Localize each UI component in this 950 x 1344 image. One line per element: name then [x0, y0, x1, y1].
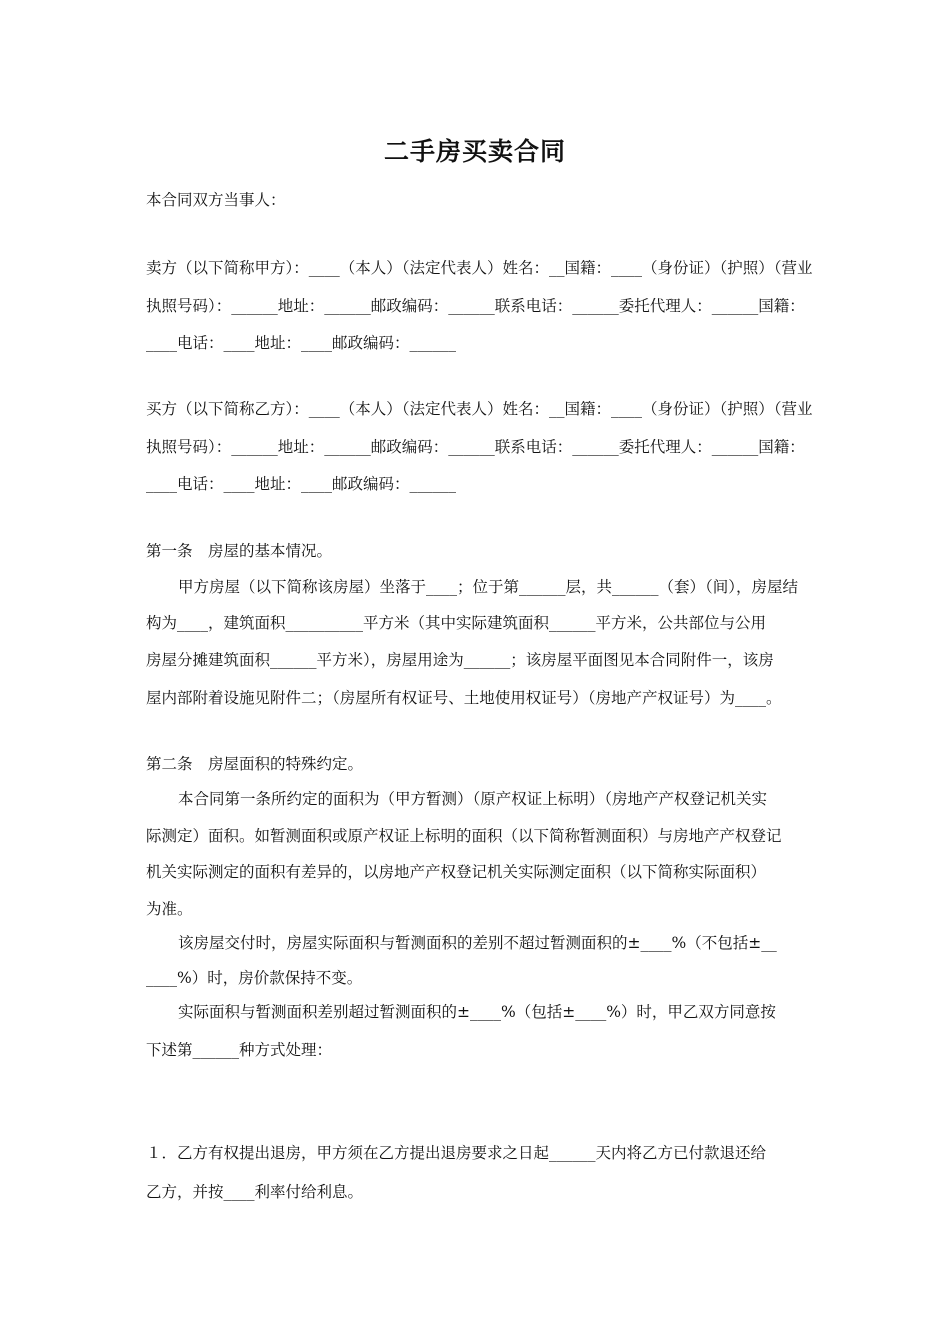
article2-para1-line-2: 际测定）面积。如暂测面积或原产权证上标明的面积（以下简称暂测面积）与房地产产权登记 — [146, 827, 782, 845]
article2-para2-line-1: 该房屋交付时，房屋实际面积与暂测面积的差别不超过暂测面积的±____%（不包括±__ — [178, 934, 777, 952]
article1-line-1: 甲方房屋（以下简称该房屋）坐落于____；位于第______层，共______（套）（间），房屋结 — [178, 578, 799, 596]
article2-para1-line-3: 机关实际测定的面积有差异的，以房地产产权登记机关实际测定面积（以下简称实际面积） — [146, 863, 767, 881]
buyer-line-1: 买方（以下简称乙方）：____（本人）（法定代表人）姓名：__国籍：____（身份证）（护照）（营业 — [146, 400, 813, 418]
parties-intro: 本合同双方当事人： — [146, 191, 286, 209]
article2-para1-line-4: 为准。 — [146, 900, 193, 918]
document-title: 二手房买卖合同 — [383, 137, 566, 166]
seller-line-3: ____电话：____地址：____邮政编码：______ — [146, 334, 457, 352]
article1-line-4: 屋内部附着设施见附件二；（房屋所有权证号、土地使用权证号）（房地产产权证号）为____。 — [146, 689, 782, 707]
article2-para1-line-1: 本合同第一条所约定的面积为（甲方暂测）（原产权证上标明）（房地产产权登记机关实 — [178, 790, 768, 808]
article2-para2-line-2: ____%）时，房价款保持不变。 — [146, 969, 363, 987]
article1-line-2: 构为____，建筑面积__________平方米（其中实际建筑面积______平方米，公共部位与公用 — [146, 614, 767, 632]
article1-line-3: 房屋分摊建筑面积______平方米），房屋用途为______；该房屋平面图见本合同附件一，该房 — [146, 651, 774, 669]
article2-item1-line-1: １．乙方有权提出退房，甲方须在乙方提出退房要求之日起______天内将乙方已付款退还给 — [146, 1144, 767, 1162]
article2-heading: 第二条 房屋面积的特殊约定。 — [146, 755, 364, 773]
buyer-line-3: ____电话：____地址：____邮政编码：______ — [146, 475, 457, 493]
seller-line-1: 卖方（以下简称甲方）：____（本人）（法定代表人）姓名：__国籍：____（身份证）（护照）（营业 — [146, 259, 813, 277]
buyer-line-2: 执照号码）：______地址：______邮政编码：______联系电话：______委托代理人：______国籍： — [146, 438, 805, 456]
article2-para3-line-1: 实际面积与暂测面积差别超过暂测面积的±____%（包括±____%）时，甲乙双方同意按 — [178, 1003, 776, 1021]
article2-para3-line-2: 下述第______种方式处理： — [146, 1041, 333, 1059]
article2-item1-line-2: 乙方，并按____利率付给利息。 — [146, 1183, 364, 1201]
article1-heading: 第一条 房屋的基本情况。 — [146, 542, 333, 560]
seller-line-2: 执照号码）：______地址：______邮政编码：______联系电话：______委托代理人：______国籍： — [146, 297, 805, 315]
